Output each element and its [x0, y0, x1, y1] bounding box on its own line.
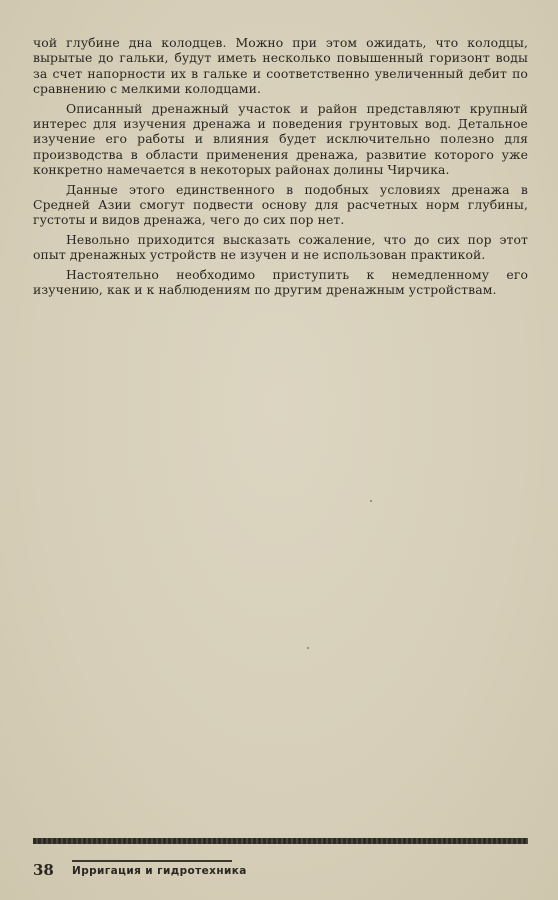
page-number: 38: [33, 861, 54, 879]
footer-rule: [33, 838, 528, 844]
paragraph-continuation: чой глубине дна колодцев. Можно при этом ожидать, что колодцы, вырытые до гальки, будут иметь несколько повышенный горизонт воды за счет напорности их в гальке и соответственно увеличенный дебит по сравнению с мелкими колодцами.: [33, 35, 528, 97]
paper-speck: [370, 500, 372, 502]
footer-title-rule: [72, 860, 232, 862]
paragraph-drainage-area: Описанный дренажный участок и район представляют крупный интерес для изучения дренажа и поведения грунтовых вод. Детальное изучение его работы и влияния будет исключительно полезно для производства в области применения дренажа, развитие которого уже конкретно намечается в некоторых районах долины Чирчика.: [33, 100, 528, 178]
paragraph-urgency: Настоятельно необходимо приступить к немедленному его изучению, как и к наблюдениям по другим дренажным устройствам.: [33, 266, 528, 298]
body-text: [33, 35, 528, 302]
paragraph-regret: Невольно приходится высказать сожаление, что до сих пор этот опыт дренажных устройств не изучен и не использован практикой.: [33, 231, 528, 263]
paragraph-central-asia-data: Данные этого единственного в подобных условиях дренажа в Средней Азии смогут подвести основу для расчетных норм глубины, густоты и видов дренажа, чего до сих пор нет.: [33, 181, 528, 228]
journal-title: Ирригация и гидротехника: [72, 865, 247, 877]
paper-speck: [307, 647, 309, 649]
